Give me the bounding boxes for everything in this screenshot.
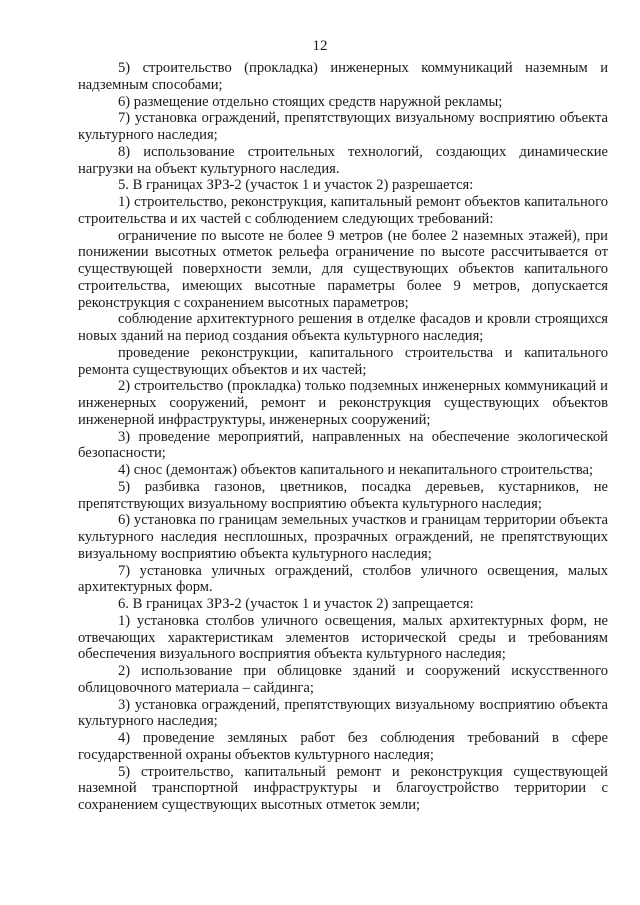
page-number: 12 [312,38,328,54]
paragraph-forbidden-3-fences: 3) установка ограждений, препятствующих визуальному восприятию объекта культурного наследия; [78,696,608,730]
paragraph-allowed-1-construction: 1) строительство, реконструкция, капитальный ремонт объектов капитального строительства и их частей с соблюдением следующих требований: [78,194,608,227]
paragraph-item-7-fences: 7) установка ограждений, препятствующих визуальному восприятию объекта культурного наследия; [78,110,608,143]
paragraph-height-limit: ограничение по высоте не более 9 метров (не более 2 наземных этажей), при понижении высотных отметок рельефа ограничение по высоте рассчитывается от существующей поверхности земли, для существующих объектов капитального строительства, имеющих высотные параметры более 9 метров, допускается реконструкция с сохранением высотных параметров; [78,227,608,311]
paragraph-item-6-advertising: 6) размещение отдельно стоящих средств наружной рекламы; [118,93,503,110]
paragraph-item-8-technologies: 8) использование строительных технологий, создающих динамические нагрузки на объект культурного наследия. [78,143,608,177]
paragraph-allowed-2-underground: 2) строительство (прокладка) только подземных инженерных коммуникаций и инженерных сооружений, ремонт и реконструкция существующих объектов инженерной инфраструктуры, инженерных сооружений; [78,378,608,428]
paragraph-allowed-4-demolition: 4) снос (демонтаж) объектов капитального и некапитального строительства; [118,462,594,478]
paragraph-allowed-6-fencing: 6) установка по границам земельных участков и границам территории объекта культурного наследия несплошных, прозрачных ограждений, не препятствующих визуальному восприятию объекта культурного наследия; [78,512,608,562]
section-6-heading: 6. В границах ЗРЗ-2 (участок 1 и участок 2) запрещается: [118,596,474,612]
paragraph-allowed-3-ecology: 3) проведение мероприятий, направленных на обеспечение экологической безопасности; [78,428,608,462]
paragraph-allowed-7-street-fences: 7) установка уличных ограждений, столбов уличного освещения, малых архитектурных форм. [78,562,608,596]
paragraph-allowed-5-landscaping: 5) разбивка газонов, цветников, посадка деревьев, кустарников, не препятствующих визуальному восприятию объекта культурного наследия; [78,478,608,512]
section-5-heading: 5. В границах ЗРЗ-2 (участок 1 и участок 2) разрешается: [118,177,474,194]
paragraph-forbidden-2-siding: 2) использование при облицовке зданий и сооружений искусственного облицовочного материала – сайдинга; [78,663,608,696]
paragraph-forbidden-4-earthworks: 4) проведение земляных работ без соблюдения требований в сфере государственной охраны объектов культурного наследия; [78,730,608,763]
paragraph-architectural-solution: соблюдение архитектурного решения в отделке фасадов и кровли строящихся новых зданий на период создания объекта культурного наследия; [78,311,608,344]
paragraph-forbidden-5-transport: 5) строительство, капитальный ремонт и реконструкция существующей наземной транспортной инфраструктуры и благоустройство территории с сохранением существующих высотных отметок земли; [78,763,608,813]
document-body [78,60,608,814]
paragraph-reconstruction: проведение реконструкции, капитального строительства и капитального ремонта существующих объектов и их частей; [78,344,608,378]
paragraph-item-5-utilities: 5) строительство (прокладка) инженерных коммуникаций наземным и надземным способами; [78,60,608,93]
paragraph-forbidden-1-lighting: 1) установка столбов уличного освещения, малых архитектурных форм, не отвечающих характеристикам элементов исторической среды и требованиям обеспечения визуального восприятия объекта культурного наследия; [78,612,608,663]
